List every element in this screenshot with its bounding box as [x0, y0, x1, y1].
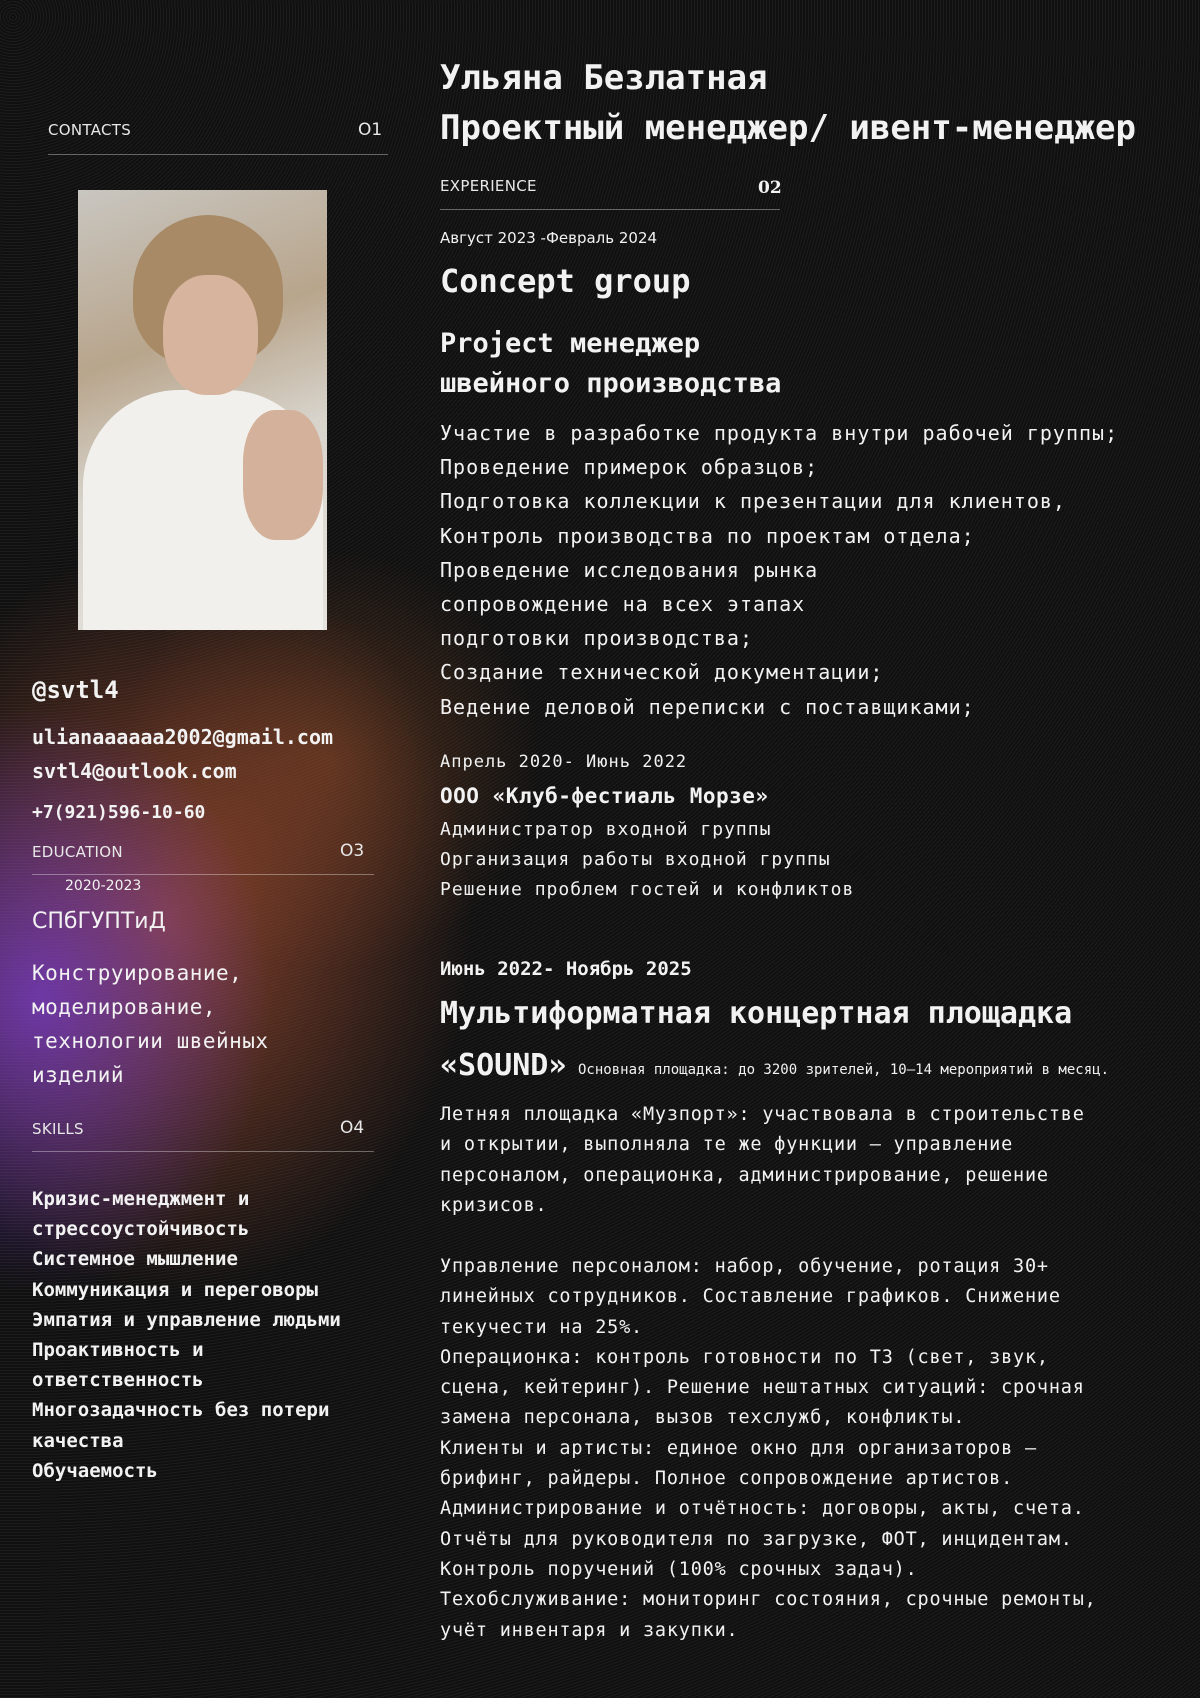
- education-line: изделий: [32, 1063, 125, 1087]
- skill-item: Эмпатия и управление людьми: [32, 1308, 341, 1331]
- skills-number: O4: [340, 1118, 365, 1138]
- education-program: [32, 956, 269, 1092]
- job3-line: Клиенты и артисты: единое окно для организаторов —: [440, 1437, 1037, 1459]
- job3-line: брифинг, райдеры. Полное сопровождение артистов.: [440, 1468, 1014, 1490]
- job3-line: Операционка: контроль готовности по ТЗ (свет, звук,: [440, 1346, 1049, 1368]
- job3-company-line1: Мультиформатная концертная площадка: [440, 996, 1073, 1031]
- contacts-heading: CONTACTS: [48, 121, 132, 139]
- skill-item: Проактивность и: [32, 1339, 204, 1362]
- job3-company-line2: «SOUND»: [440, 1048, 567, 1083]
- job3-line: Летняя площадка «Музпорт»: участвовала в строительстве: [440, 1104, 1085, 1125]
- job1-duty: Проведение примерок образцов;: [440, 455, 819, 480]
- job2-duty: Решение проблем гостей и конфликтов: [440, 879, 855, 900]
- job3-line: Отчёты для руководителя по загрузке, ФОТ, инцидентам.: [440, 1528, 1073, 1550]
- contacts-number: O1: [358, 120, 383, 140]
- job3-line: замена персонала, вызов техслужб, конфликты.: [440, 1407, 966, 1429]
- education-line: моделирование,: [32, 995, 217, 1019]
- phone-number[interactable]: +7(921)596-10-60: [32, 802, 206, 823]
- skill-item: Многозадачность без потери: [32, 1399, 330, 1422]
- job1-duties: [440, 416, 1118, 724]
- experience-number: 02: [758, 178, 782, 198]
- education-number: O3: [340, 841, 365, 861]
- skill-item: Обучаемость: [32, 1459, 158, 1482]
- job1-duty: Участие в разработке продукта внутри рабочей группы;: [440, 421, 1119, 445]
- job3-line: Техобслуживание: мониторинг состояния, срочные ремонты,: [440, 1589, 1097, 1611]
- skill-item: Системное мышление: [32, 1248, 238, 1271]
- job1-company: Concept group: [440, 262, 691, 300]
- job1-duty: Проведение исследования рынка: [440, 557, 819, 582]
- skill-item: ответственность: [32, 1369, 204, 1392]
- skill-item: Коммуникация и переговоры: [32, 1278, 318, 1301]
- education-line: Конструирование,: [32, 961, 243, 985]
- education-line: технологии швейных: [32, 1029, 269, 1053]
- job3-period: Июнь 2022- Ноябрь 2025: [440, 958, 692, 980]
- job2-duty: Администратор входной группы: [440, 819, 772, 840]
- job1-duty: Ведение деловой переписки с поставщиками;: [440, 694, 975, 719]
- job3-line: линейных сотрудников. Составление графиков. Снижение: [440, 1286, 1061, 1308]
- skill-item: Кризис-менеджмент и: [32, 1188, 250, 1210]
- job3-line: Администрирование и отчётность: договоры, акты, счета.: [440, 1498, 1085, 1520]
- job3-line: персоналом, операционка, администрирование, решение: [440, 1164, 1049, 1186]
- profile-photo: [78, 190, 327, 630]
- job3-line: сцена, кейтеринг). Решение нештатных ситуаций: срочная: [440, 1377, 1085, 1399]
- job1-duty: Подготовка коллекции к презентации для клиентов,: [440, 489, 1066, 514]
- job1-duty: Контроль производства по проектам отдела;: [440, 523, 975, 548]
- job1-role: [440, 324, 781, 404]
- job1-role-line: швейного производства: [440, 368, 782, 399]
- job3-line: учёт инвентаря и закупки.: [440, 1619, 739, 1641]
- skill-item: качества: [32, 1429, 124, 1452]
- email-secondary[interactable]: svtl4@outlook.com: [32, 759, 237, 783]
- email-primary[interactable]: ulianaaaaaa2002@gmail.com: [32, 725, 334, 749]
- contacts-divider: [48, 154, 388, 155]
- experience-heading: EXPERIENCE: [440, 177, 537, 195]
- skill-item: стрессоустойчивость: [32, 1218, 250, 1241]
- job1-role-line: Project менеджер: [440, 328, 701, 359]
- job3-company-note: Основная площадка: до 3200 зрителей, 10–14 мероприятий в месяц.: [578, 1062, 1110, 1078]
- education-years: 2020-2023: [65, 878, 142, 894]
- telegram-handle[interactable]: @svtl4: [32, 676, 119, 704]
- job3-line: и открытии, выполняла те же функции — управление: [440, 1134, 1014, 1156]
- job2-period: Апрель 2020- Июнь 2022: [440, 752, 688, 772]
- education-divider: [32, 874, 374, 875]
- job1-duty: сопровождение на всех этапах: [440, 592, 806, 617]
- job3-summary: [440, 1100, 1085, 1221]
- skills-divider: [32, 1151, 374, 1152]
- skills-heading: SKILLS: [32, 1120, 84, 1138]
- job1-duty: подготовки производства;: [440, 626, 753, 651]
- candidate-name: Ульяна Безлатная: [440, 58, 768, 98]
- job1-period: Август 2023 -Февраль 2024: [440, 229, 658, 247]
- job3-line: текучести на 25%.: [440, 1316, 643, 1338]
- job2-duty: Организация работы входной группы: [440, 849, 831, 870]
- job3-details: [440, 1252, 1097, 1646]
- job2-duties: [440, 815, 854, 905]
- job3-line: Контроль поручений (100% срочных задач).: [440, 1558, 918, 1580]
- job3-line: Управление персоналом: набор, обучение, ротация 30+: [440, 1256, 1049, 1277]
- job1-duty: Создание технической документации;: [440, 660, 884, 685]
- education-heading: EDUCATION: [32, 843, 123, 861]
- candidate-position: Проектный менеджер/ ивент-менеджер: [440, 108, 1136, 148]
- experience-divider: [440, 209, 780, 210]
- job3-line: кризисов.: [440, 1194, 548, 1216]
- job2-company: ООО «Клуб-фестиаль Морзе»: [440, 784, 769, 808]
- skills-list: [32, 1184, 341, 1486]
- education-school: СПбГУПТиД: [32, 909, 166, 934]
